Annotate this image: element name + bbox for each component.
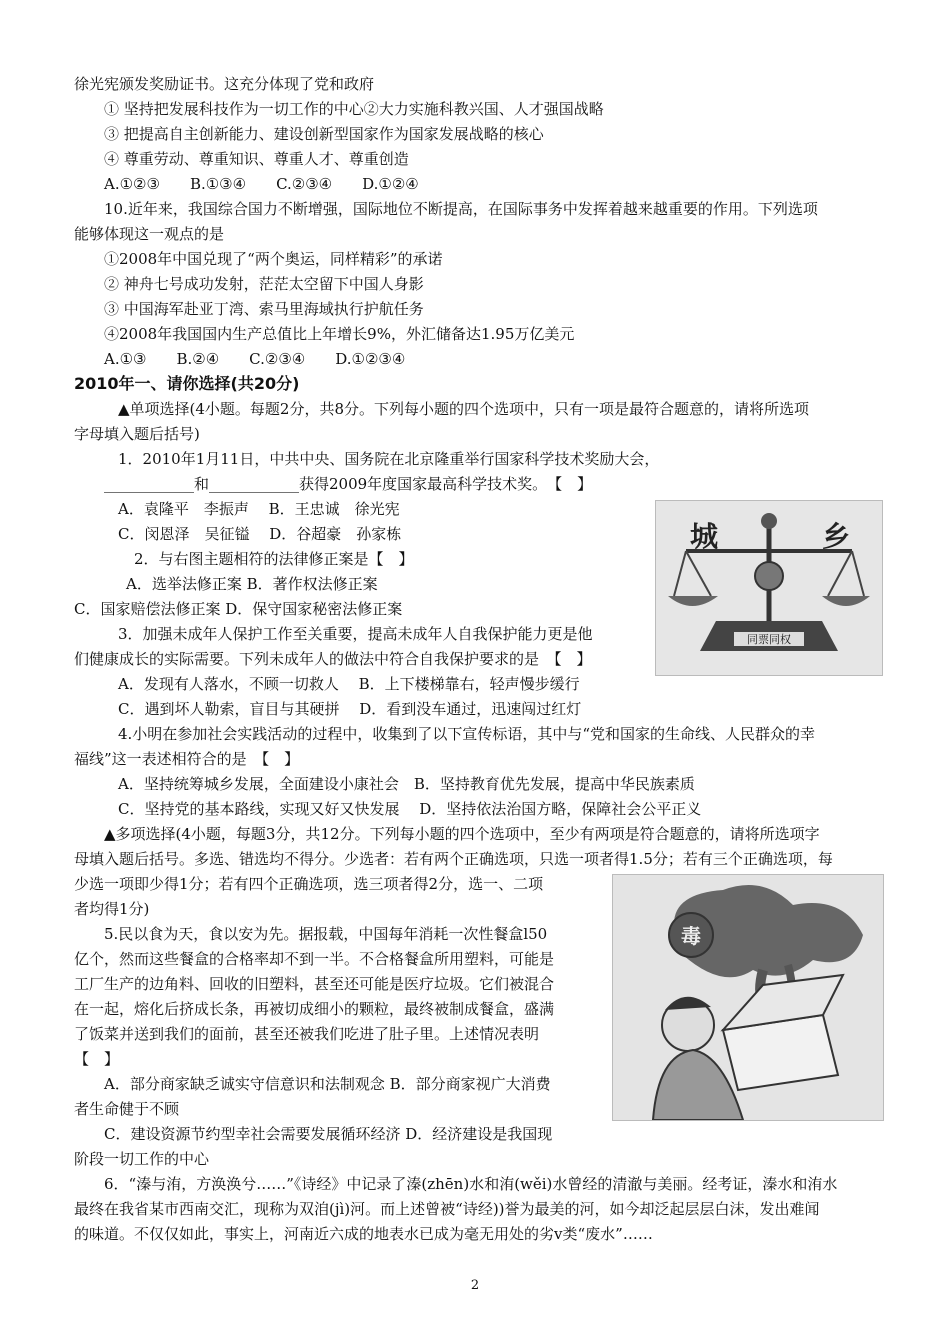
option-line: A．选举法修正案 B．著作权法修正案 <box>126 575 378 593</box>
text-line: 了饭菜并送到我们的面前，甚至还被我们吃进了肚子里。上述情况表明 <box>74 1025 540 1043</box>
option-line: C．坚持党的基本路线，实现又好又快发展 D．坚持依法治国方略，保障社会公平正义 <box>118 800 702 818</box>
option-line: ①2008年中国兑现了“两个奥运，同样精彩”的承诺 <box>104 250 443 268</box>
option-line: ② 神舟七号成功发射，茫茫太空留下中国人身影 <box>104 275 424 293</box>
question-6: 6．“溱与洧，方涣涣兮……”《诗经》中记录了溱(zhēn)水和洧(wěi)水曾经的清澈与美丽。经考证，溱水和洧水 <box>104 1175 838 1193</box>
option-line: ① 坚持把发展科技作为一切工作的中心②大力实施科教兴国、人才强国战略 <box>104 100 604 118</box>
question-2: 2．与右图主题相符的法律修正案是【 】 <box>134 550 414 568</box>
answer-choices: A.①②③ B.①③④ C.②③④ D.①②④ <box>104 175 419 193</box>
instructions: ▲多项选择(4小题，每题3分，共12分。下列每小题的四个选项中，至少有两项是符合题意的，请将所选项字 <box>104 825 820 843</box>
instructions: ▲单项选择(4小题。每题2分，共8分。下列每小题的四个选项中，只有一项是最符合题意的，请将所选项 <box>118 400 810 418</box>
poison-lunchbox-figure <box>612 874 884 1121</box>
option-line: C．建设资源节约型幸社会需要发展循环经济 D．经济建设是我国现 <box>104 1125 553 1143</box>
text-line: 们健康成长的实际需要。下列未成年人的做法中符合自我保护要求的是 【 】 <box>74 650 592 668</box>
option-line: 阶段一切工作的中心 <box>74 1150 210 1168</box>
text-line: 的味道。不仅仅如此，事实上，河南近六成的地表水已成为毫无用处的劣v类“废水”…… <box>74 1225 653 1243</box>
scale-right-label: 乡 <box>822 520 851 553</box>
option-line: ④2008年我国国内生产总值比上年增长9%，外汇储备达1.95万亿美元 <box>104 325 575 343</box>
poison-label: 毒 <box>681 924 701 948</box>
instructions: 少选一项即少得1分；若有四个正确选项，选三项者得2分，选一、二项 <box>74 875 544 893</box>
option-line: A．袁隆平 李振声 B．王忠诚 徐光宪 <box>118 500 400 518</box>
text-line: 福线”这一表述相符合的是 【 】 <box>74 750 300 768</box>
question-4: 4.小明在参加社会实践活动的过程中，收集到了以下宣传标语，其中与“党和国家的生命线、人民群众的幸 <box>118 725 815 743</box>
question-1-blank: ____________和____________获得2009年度国家最高科学技术奖。 【 】 <box>104 475 593 493</box>
option-line: ④ 尊重劳动、尊重知识、尊重人才、尊重创造 <box>104 150 409 168</box>
scale-base-label: 同票同权 <box>747 633 791 646</box>
option-line: A．部分商家缺乏诚实守信意识和法制观念 B．部分商家视广大消费 <box>104 1075 551 1093</box>
option-line: C．闵恩泽 吴征镒 D．谷超豪 孙家栋 <box>118 525 402 543</box>
question-1: 1．2010年1月11日，中共中央、国务院在北京隆重举行国家科学技术奖励大会， <box>118 450 660 468</box>
text-line: 徐光宪颁发奖励证书。这充分体现了党和政府 <box>74 75 375 93</box>
poison-lunchbox-illustration <box>613 875 883 1120</box>
option-line: ③ 把提高自主创新能力、建设创新型国家作为国家发展战略的核心 <box>104 125 544 143</box>
question-5: 5.民以食为天，食以安为先。据报载，中国每年消耗一次性餐盒l50 <box>104 925 548 943</box>
scale-cartoon-illustration <box>656 501 882 675</box>
text-line: 工厂生产的边角料、回收的旧塑料，甚至还可能是医疗垃圾。它们被混合 <box>74 975 555 993</box>
answer-choices: A.①③ B.②④ C.②③④ D.①②③④ <box>104 350 406 368</box>
text-line: 最终在我省某市西南交汇，现称为双洎(jì)河。而上述曾被“诗经))誉为最美的河，如今却泛起层层白沫，发出难闻 <box>74 1200 820 1218</box>
option-line: ③ 中国海军赴亚丁湾、索马里海域执行护航任务 <box>104 300 424 318</box>
text-line: 能够体现这一观点的是 <box>74 225 225 243</box>
text-line: 亿个，然而这些餐盒的合格率却不到一半。不合格餐盒所用塑料，可能是 <box>74 950 555 968</box>
question-3: 3．加强未成年人保护工作至关重要，提高未成年人自我保护能力更是他 <box>118 625 593 643</box>
option-line: A．发现有人落水，不顾一切救人 B．上下楼梯靠右，轻声慢步缓行 <box>118 675 580 693</box>
option-line: A．坚持统筹城乡发展，全面建设小康社会 B．坚持教育优先发展，提高中华民族素质 <box>118 775 695 793</box>
question-10: 10.近年来，我国综合国力不断增强，国际地位不断提高，在国际事务中发挥着越来越重要的作用。下列选项 <box>104 200 818 218</box>
page-number: 2 <box>470 1278 480 1293</box>
instructions: 字母填入题后括号) <box>74 425 200 443</box>
scale-cartoon-figure <box>655 500 883 676</box>
section-heading: 2010年一、请你选择(共20分) <box>74 374 300 393</box>
option-line: C．遇到坏人勒索，盲目与其硬拼 D．看到没车通过，迅速闯过红灯 <box>118 700 582 718</box>
option-line: C．国家赔偿法修正案 D．保守国家秘密法修正案 <box>74 600 403 618</box>
text-line: 在一起，熔化后挤成长条，再被切成细小的颗粒，最终被制成餐盒，盛满 <box>74 1000 555 1018</box>
option-line: 者生命健于不顾 <box>74 1100 180 1118</box>
instructions: 者均得1分) <box>74 900 150 918</box>
scale-left-label: 城 <box>690 520 719 553</box>
answer-bracket: 【 】 <box>74 1050 120 1068</box>
instructions: 母填入题后括号。多选、错选均不得分。少选者：若有两个正确选项，只选一项者得1.5分；若有三个正确选项，每 <box>74 850 833 868</box>
